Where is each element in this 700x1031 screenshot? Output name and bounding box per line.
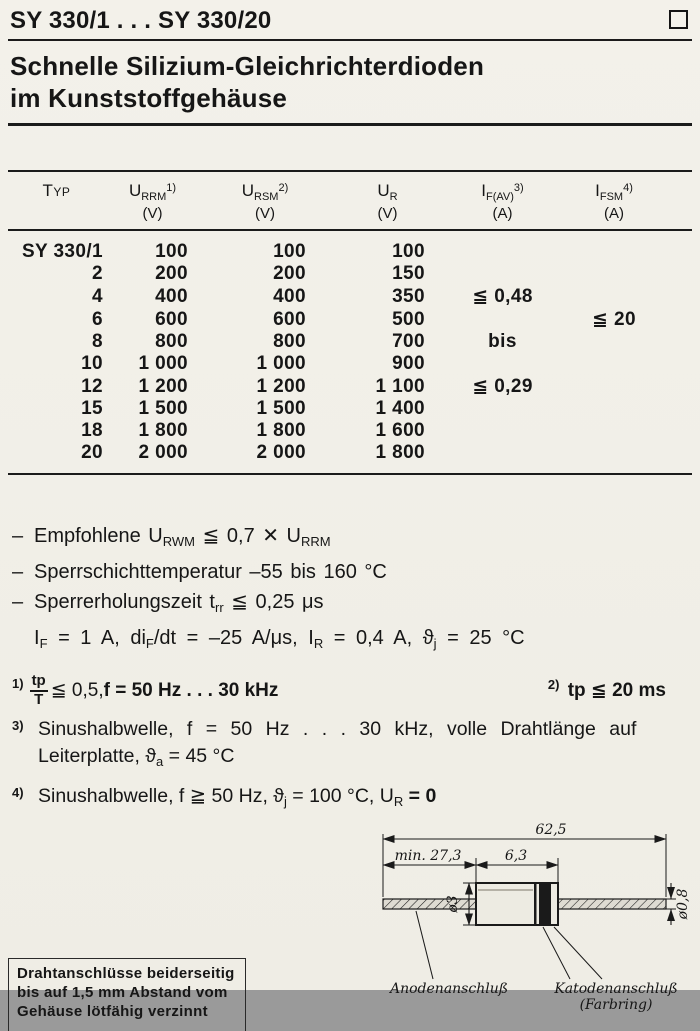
cathode-label-farbring: (Farbring) [579,997,653,1013]
dim-body-len-label: 6,3 [504,848,528,864]
page-title: SY 330/1 . . . SY 330/20 [10,7,272,34]
anode-leader-line [416,911,433,979]
dim-body-dia-label: ø3 [445,895,461,913]
note-urwm: – Empfohlene $U_{RWM}$ ≦ 0,7 ✕ $U_{RRM}$ [12,521,690,557]
dim-overall-label: 62,5 [535,822,567,838]
dash: – [12,561,24,583]
bottom-section [0,819,700,1031]
dim-lead-dia-label: ø0,8 [675,888,691,920]
title-divider [8,39,692,41]
table-row: SY 330/1 100 100 100 [21,241,425,262]
notes-section [12,521,690,659]
table-row: 4 400 400 350 ≦ 0,48 [92,285,533,307]
table-row: 15 1 500 1 500 1 400 [81,398,425,419]
table-header-row [8,171,692,230]
ratings-table [8,170,692,475]
subtitle-line2: im Kunststoffgehäuse [10,83,288,113]
dash: – [12,591,24,613]
table-row: 20 2 000 2 000 1 800 [81,442,425,463]
col-header-ifav: $I_{F(AV)}^{3)}$ (A) [481,181,524,222]
corner-square-icon [669,10,688,29]
table-row: 18 1 800 1 800 1 600 [81,420,425,441]
subtitle [10,50,700,114]
subtitle-line1: Schnelle Silizium-Gleichrichterdioden [10,51,485,81]
col-header-typ: Typ [42,181,71,200]
table-row: 12 1 200 1 200 1 100 ≦ 0,29 [81,375,533,397]
footnote-3: $^{3)}$ Sinushalbwelle, f = 50 Hz . . . 30 kHz, volle Drahtlänge auf Leiterplatte, $ϑ_a = 45$ °C [12,718,637,769]
cathode-band-thin [534,883,537,925]
tp-over-t-fraction: $\frac{tp}{T}$ [31,672,46,708]
anode-lead [383,899,476,909]
subtitle-divider [8,123,692,126]
solder-note: Drahtanschlüsse beiderseitig bis auf 1,5 mm Abstand vom Gehäuse lötfähig verzinnt [8,958,246,1031]
package-drawing [318,821,696,1021]
note-reverse-recovery: – Sperrerholungszeit $t_{rr}$ ≦ 0,25 μs [12,587,690,623]
cathode-leader-line-1 [543,927,570,979]
table-row: 10 1 000 1 000 900 [81,353,425,374]
dim-lead-min-label: min. 27,3 [394,848,462,864]
anode-label: Anodenanschluß [390,981,509,997]
header [0,0,700,35]
cathode-leader-line-2 [554,927,602,979]
note-test-conditions: $I_F = 1$ A, $di_F/dt = -25$ A/μs, $I_R = 0,4$ A, $ϑ_j = 25$ °C [34,627,525,651]
dash: – [12,525,24,547]
cathode-label: Katodenanschluß [554,981,678,997]
col-header-urrm: $U_{RRM}^{1)}$ (V) [128,181,177,222]
note-junction-temp: – Sperrschichttemperatur –55 bis 160 °C [12,557,690,587]
table-row: 2 200 200 150 [92,263,425,284]
footnote-1: 1) $\frac{tp}{T}$ ≦ 0,5, f = 50 Hz . . . 30 kHz [12,672,279,708]
col-header-ur: $U_R$ (V) [377,181,398,222]
col-header-ursm: $U_{RSM}^{2)}$ (V) [241,181,289,222]
col-header-ifsm: $I_{FSM}^{4)}$ (A) [595,181,633,222]
table-row: 8 800 800 700 bis [92,331,517,352]
footnote-4: $^{4)}$ Sinushalbwelle, f ≧ 50 Hz, $ϑ_j = 100$ °C, $U_R = 0$ [12,785,437,809]
footnote-row-1-2 [12,673,666,708]
cathode-lead [558,899,666,909]
table-row: 6 600 600 500 ≦ 20 [92,308,636,330]
cathode-band [539,883,551,925]
footnote-2: $^{2)}$ tp ≦ 20 ms [547,677,666,701]
